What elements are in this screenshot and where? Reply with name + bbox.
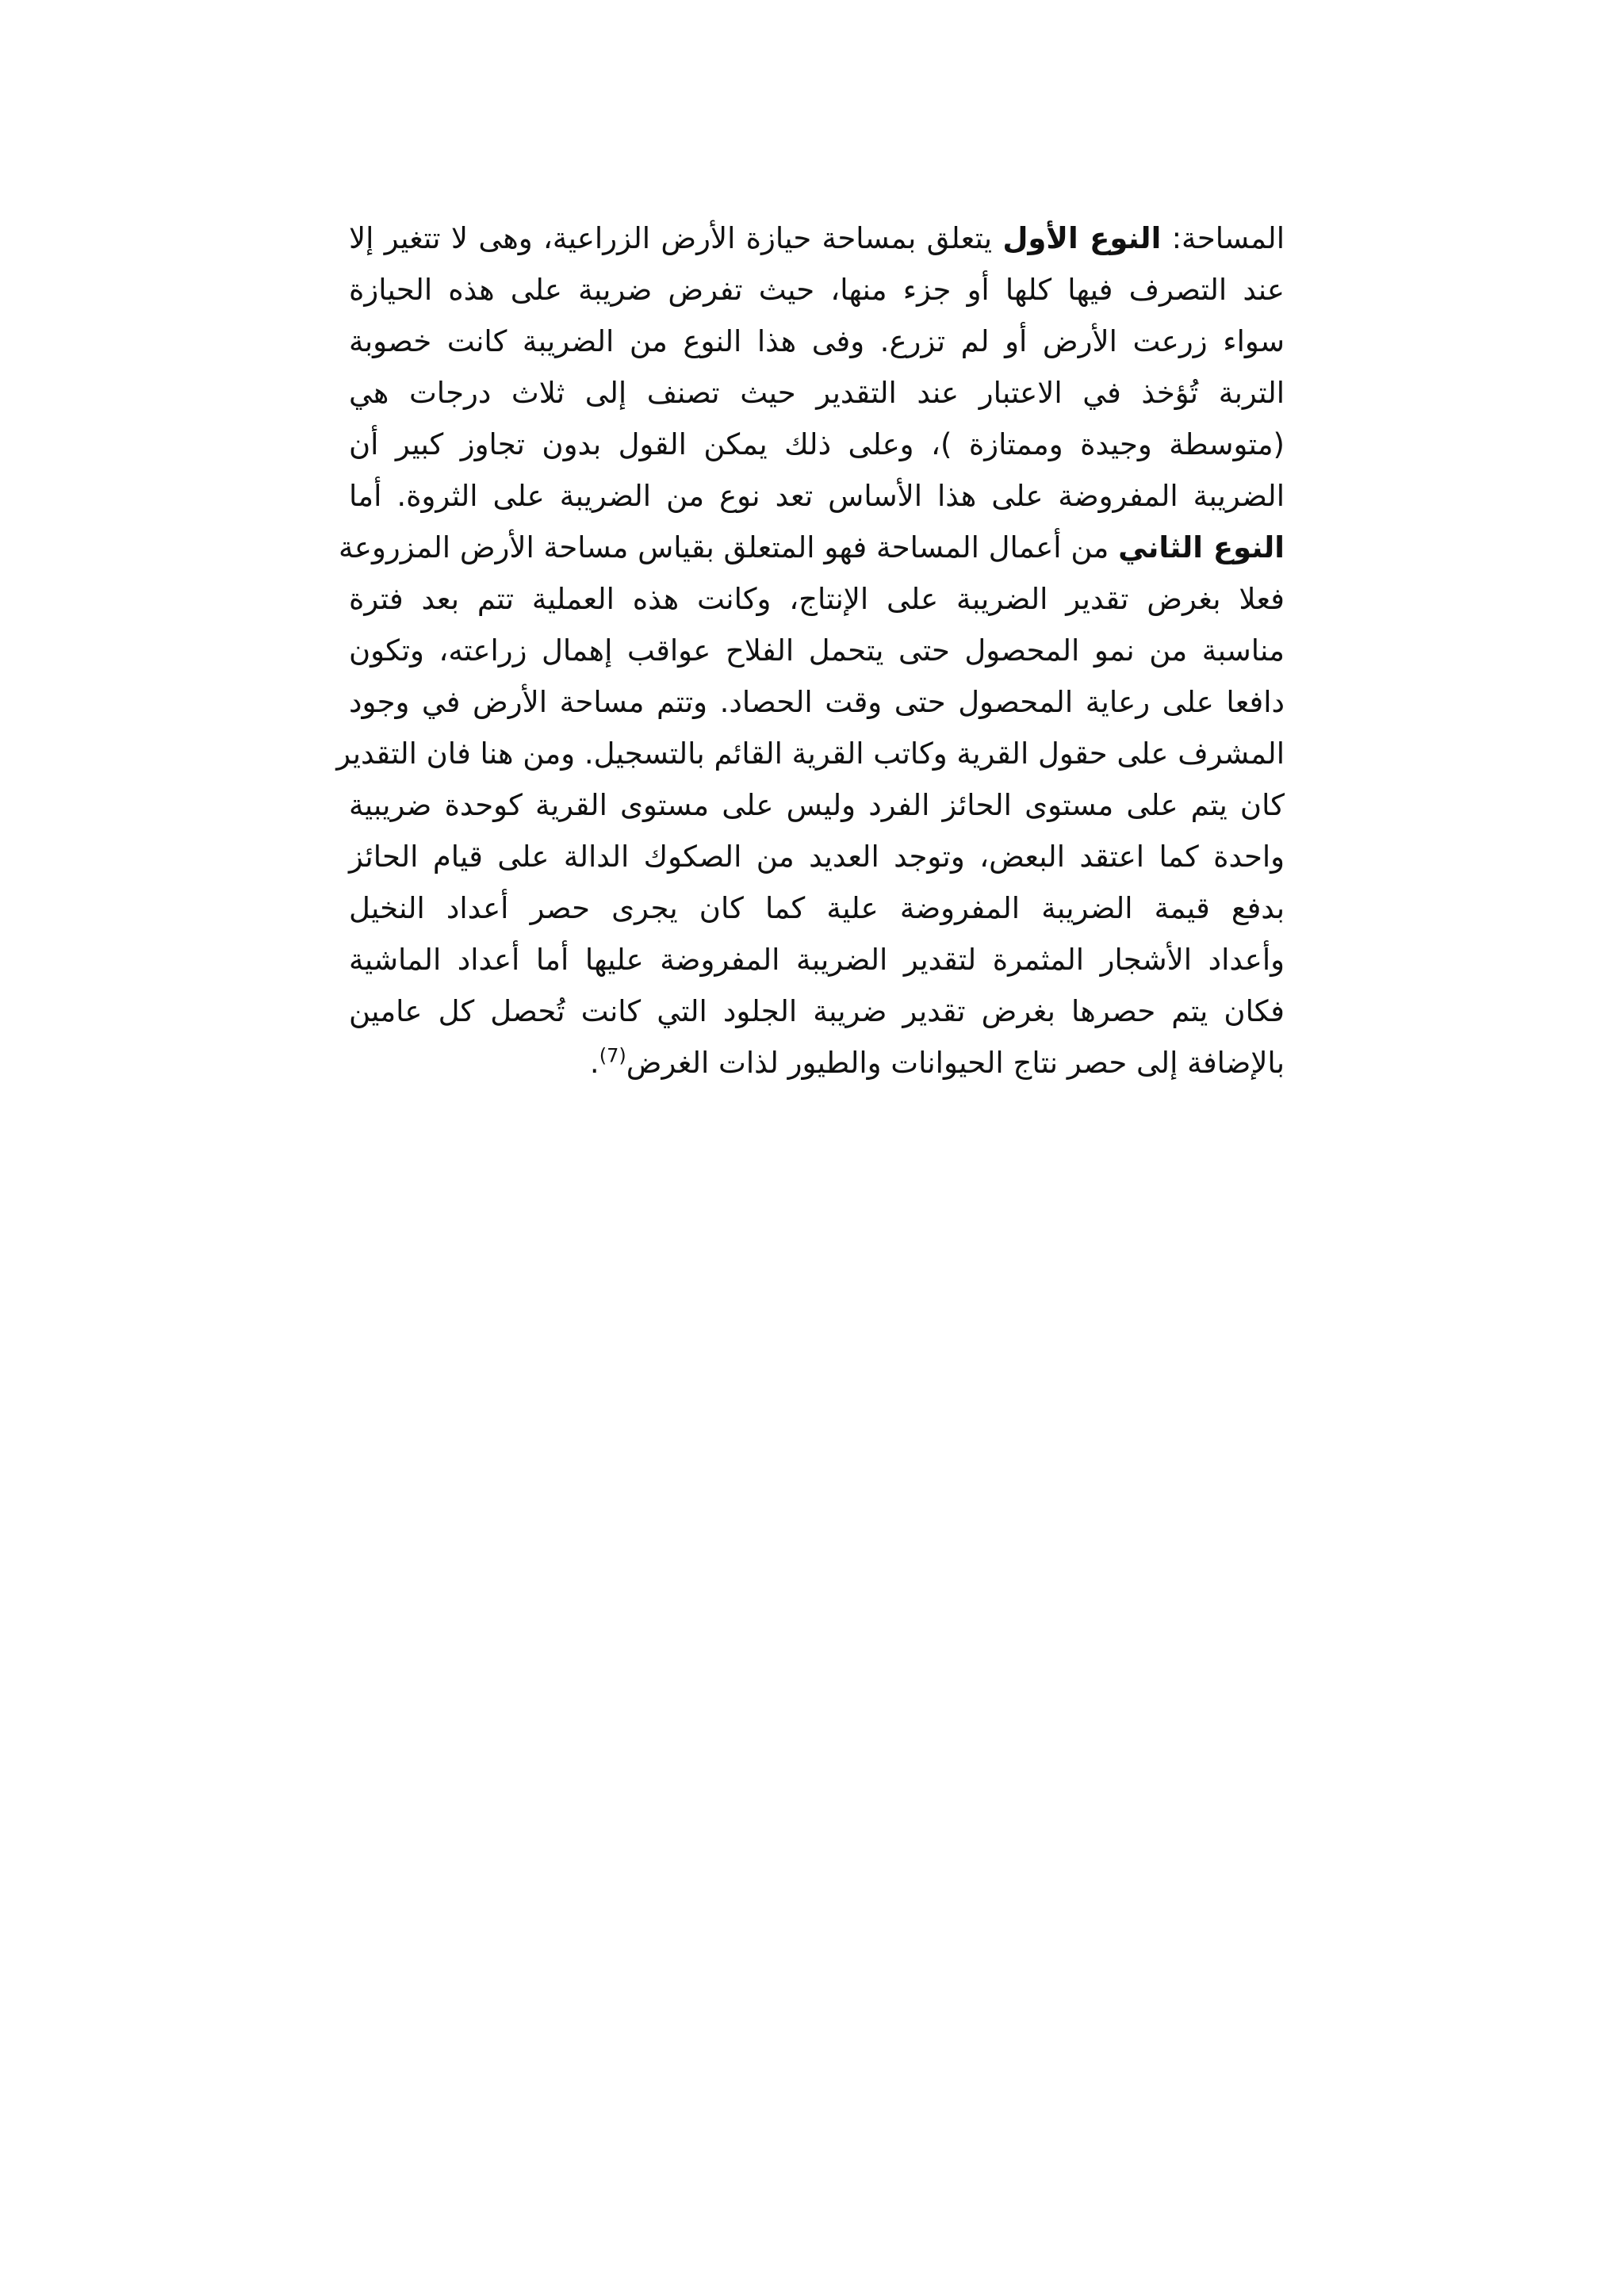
paragraph-line-15: وأعداد الأشجار المثمرة لتقدير الضريبة المفروضة عليها أما أعداد الماشية	[349, 943, 1285, 977]
second-type-heading: النوع الثاني	[1118, 530, 1285, 564]
line-1-intro: المساحة:	[1161, 221, 1285, 255]
paragraph-line-1	[349, 212, 1285, 264]
line-1-rest: يتعلق بمساحة حيازة الأرض الزراعية، وهى لا تتغير إلا	[349, 221, 1003, 255]
first-type-heading: النوع الأول	[1002, 221, 1162, 255]
line-7-rest: من أعمال المساحة فهو المتعلق بقياس مساحة الأرض المزروعة	[339, 530, 1119, 564]
paragraph-line-8: فعلا بغرض تقدير الضريبة على الإنتاج، وكانت هذه العملية تتم بعد فترة	[349, 582, 1285, 616]
paragraph-line-5: (متوسطة وجيدة وممتازة )، وعلى ذلك يمكن القول بدون تجاوز كبير أن	[349, 427, 1285, 461]
paragraph-line-16: فكان يتم حصرها بغرض تقدير ضريبة الجلود التي كانت تُحصل كل عامين	[349, 994, 1285, 1028]
paragraph-line-9: مناسبة من نمو المحصول حتى يتحمل الفلاح عواقب إهمال زراعته، وتكون	[349, 633, 1285, 668]
paragraph-line-2: عند التصرف فيها كلها أو جزء منها، حيث تفرض ضريبة على هذه الحيازة	[349, 273, 1285, 307]
paragraph-line-7	[339, 522, 1285, 573]
paragraph-line-17	[349, 1037, 1285, 1089]
paragraph-line-11: المشرف على حقول القرية وكاتب القرية القائم بالتسجيل. ومن هنا فان التقدير	[336, 737, 1285, 771]
paragraph-line-6: الضريبة المفروضة على هذا الأساس تعد نوع من الضريبة على الثروة. أما	[349, 479, 1285, 513]
paragraph-line-10: دافعا على رعاية المحصول حتى وقت الحصاد. وتتم مساحة الأرض في وجود	[349, 685, 1285, 719]
paragraph-line-3: سواء زرعت الأرض أو لم تزرع. وفى هذا النوع من الضريبة كانت خصوبة	[349, 324, 1285, 358]
line-17-end: .	[589, 1046, 599, 1080]
footnote-reference[interactable]: (7)	[599, 1044, 626, 1067]
paragraph-line-14: بدفع قيمة الضريبة المفروضة علية كما كان يجرى حصر أعداد النخيل	[349, 891, 1285, 925]
body-paragraph	[336, 212, 1285, 1089]
paragraph-line-12: كان يتم على مستوى الحائز الفرد وليس على مستوى القرية كوحدة ضريبية	[349, 788, 1285, 822]
paragraph-line-4: التربة تُؤخذ في الاعتبار عند التقدير حيث تصنف إلى ثلاث درجات هي	[349, 376, 1285, 410]
paragraph-line-13: واحدة كما اعتقد البعض، وتوجد العديد من الصكوك الدالة على قيام الحائز	[349, 840, 1285, 874]
line-17-text: بالإضافة إلى حصر نتاج الحيوانات والطيور لذات الغرض	[626, 1046, 1285, 1080]
